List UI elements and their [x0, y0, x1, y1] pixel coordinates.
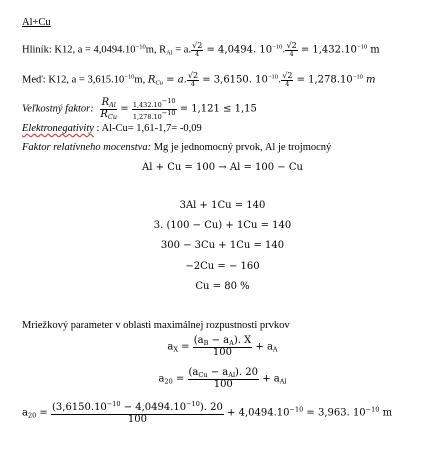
formula3-eq: =: [36, 407, 51, 419]
med-frac1: [187, 72, 199, 88]
elektro-line: [22, 124, 202, 135]
formula3-num-m: − 4,0494.10: [120, 402, 187, 413]
formula2-frac: [188, 368, 260, 390]
mocenstvo-text: Mg je jednomocný prvok, Al je trojmocný: [151, 142, 332, 153]
hlinik-frac2-num: √2: [286, 41, 297, 50]
formula2-num: (a: [188, 367, 199, 378]
formula3-lhs-sub: 20: [27, 411, 37, 420]
mocenstvo-label: Faktor relatívneho mocenstva:: [22, 142, 152, 153]
hlinik-sub: Al: [166, 49, 173, 57]
formula2-eq: =: [172, 373, 188, 385]
formula1-lhs: a: [167, 341, 174, 353]
formula1-plus-sub: A: [272, 345, 278, 354]
equation-line-5: −2Cu = − 160: [185, 261, 260, 272]
med-exp1: −10: [124, 73, 135, 81]
formula2-num-m: − a: [207, 367, 229, 378]
formula2-plus-sub: Al: [279, 377, 287, 386]
equation-line-1: Al + Cu = 100 → Al = 100 − Cu: [142, 162, 303, 173]
formula3-unit: m: [379, 407, 393, 419]
formula3-num-end: ). 20: [199, 402, 223, 413]
faktor-num-sub: Al: [109, 101, 116, 109]
med-sub: Cu: [155, 79, 163, 87]
faktor-frac2: [132, 98, 177, 121]
hlinik-frac2: [285, 42, 297, 58]
formula1-lhs-sub: X: [173, 345, 178, 354]
hlinik-mid: m, R: [145, 44, 167, 56]
equation-line-2: 3Al + 1Cu = 140: [179, 200, 266, 211]
formula3-rest2: = 3,963. 10: [303, 407, 366, 419]
formula-3: [22, 401, 392, 425]
med-exp3: −10: [352, 73, 363, 81]
faktor-den2-exp: −10: [161, 108, 176, 117]
med-exp2: −10: [267, 73, 279, 81]
med-result: = 1,278.10: [293, 74, 353, 86]
formula1-num-m: − a: [208, 335, 230, 346]
formula1-num-s1: B: [203, 339, 209, 347]
formula3-num: (3,6150.10: [52, 402, 107, 413]
formula2-plus: + a: [259, 373, 280, 385]
med-line: [22, 72, 376, 88]
med-mid: m,: [134, 74, 148, 86]
equation-line-6: Cu = 80 %: [195, 281, 250, 292]
med-dot: .: [278, 74, 282, 86]
med-frac2-num: √2: [282, 71, 293, 80]
hlinik-exp1: −10: [135, 43, 146, 51]
hlinik-line: [22, 42, 380, 58]
med-r: R: [147, 74, 156, 86]
med-label: Meď: K12, a = 3,615.10: [22, 74, 125, 86]
faktor-num2: 1,432.10: [132, 101, 162, 109]
formula2-num-s1: Cu: [198, 371, 208, 379]
formula-1: [0, 336, 445, 358]
formula3-den: 100: [127, 413, 147, 425]
formula3-num-e1: −10: [106, 400, 121, 408]
med-frac2-den: 4: [285, 80, 290, 89]
med-frac1-num: √2: [187, 71, 199, 80]
formula2-num-e: ). 20: [235, 367, 259, 378]
hlinik-frac1-den: 4: [195, 50, 200, 59]
faktor-line: Veľkostný faktor: $\frac{R_{Al}}{R_{Cu}}$ = $\frac{1,432.10-10}{1,278.10-10}$ = 1,121 ≤ 1,15: [22, 97, 257, 121]
hlinik-dot: .: [282, 44, 286, 56]
faktor-den-sub: Cu: [107, 112, 118, 121]
formula3-lhs: a: [22, 407, 28, 419]
formula1-plus: + a: [252, 341, 273, 353]
hlinik-result: = 1,432.10: [297, 44, 357, 56]
faktor-result: = 1,121 ≤ 1,15: [176, 103, 257, 115]
med-eq2: = 3,6150. 10: [199, 74, 268, 86]
med-frac1-den: 4: [190, 80, 196, 89]
formula1-num: (a: [193, 335, 204, 346]
formula2-lhs-sub: 20: [164, 377, 173, 386]
hlinik-exp3: −10: [356, 43, 368, 51]
hlinik-label: Hliník: K12, a = 4,0494.10: [22, 44, 136, 56]
formula1-eq: =: [178, 341, 193, 353]
equation-line-4: 300 − 3Cu + 1Cu = 140: [160, 240, 285, 251]
hlinik-eq2: = 4,0494. 10: [203, 44, 273, 56]
hlinik-eq: = a.: [172, 44, 192, 56]
equation-line-3: 3. (100 − Cu) + 1Cu = 140: [153, 220, 292, 231]
hlinik-frac2-den: 4: [289, 50, 294, 59]
document-title: Al+Cu: [22, 17, 51, 28]
formula1-num-s2: A: [229, 339, 234, 347]
formula3-rest-e: −10: [289, 405, 304, 414]
hlinik-exp2: −10: [272, 43, 283, 51]
formula1-num-e: ). X: [233, 335, 252, 346]
elektro-label: Elektronegativity: [22, 123, 94, 134]
elektro-rest: : Al-Cu= 1,61-1,7= -0,09: [93, 123, 202, 134]
formula2-den: 100: [213, 378, 233, 390]
faktor-num: R: [101, 97, 110, 108]
faktor-label: Veľkostný faktor:: [22, 103, 94, 115]
hlinik-frac1: [191, 42, 203, 58]
formula2-num-s2: Al: [228, 371, 236, 379]
faktor-den: R: [100, 108, 108, 120]
formula3-rest2-e: −10: [365, 405, 380, 414]
formula1-frac: [193, 336, 252, 358]
formula1-den: 100: [212, 346, 233, 358]
formula2-lhs: a: [158, 373, 165, 385]
formula-2: [0, 368, 445, 390]
hlinik-frac1-num: √2: [192, 41, 203, 50]
formula3-rest: + 4,0494.10: [223, 407, 290, 419]
faktor-den2: 1,278.10: [132, 112, 162, 121]
formula3-frac: [51, 401, 224, 425]
mocenstvo-line: [22, 143, 331, 154]
faktor-num2-exp: −10: [161, 97, 176, 105]
med-frac2: [281, 72, 293, 88]
formula3-num-e2: −10: [186, 400, 200, 408]
mriezkovy-label: Mriežkový parameter v oblasti maximálnej rozpustnosti prvkov: [22, 320, 290, 331]
faktor-frac1: [100, 98, 117, 121]
med-eq: = a.: [162, 74, 187, 86]
med-unit: m: [362, 74, 376, 86]
hlinik-unit: m: [367, 44, 380, 56]
